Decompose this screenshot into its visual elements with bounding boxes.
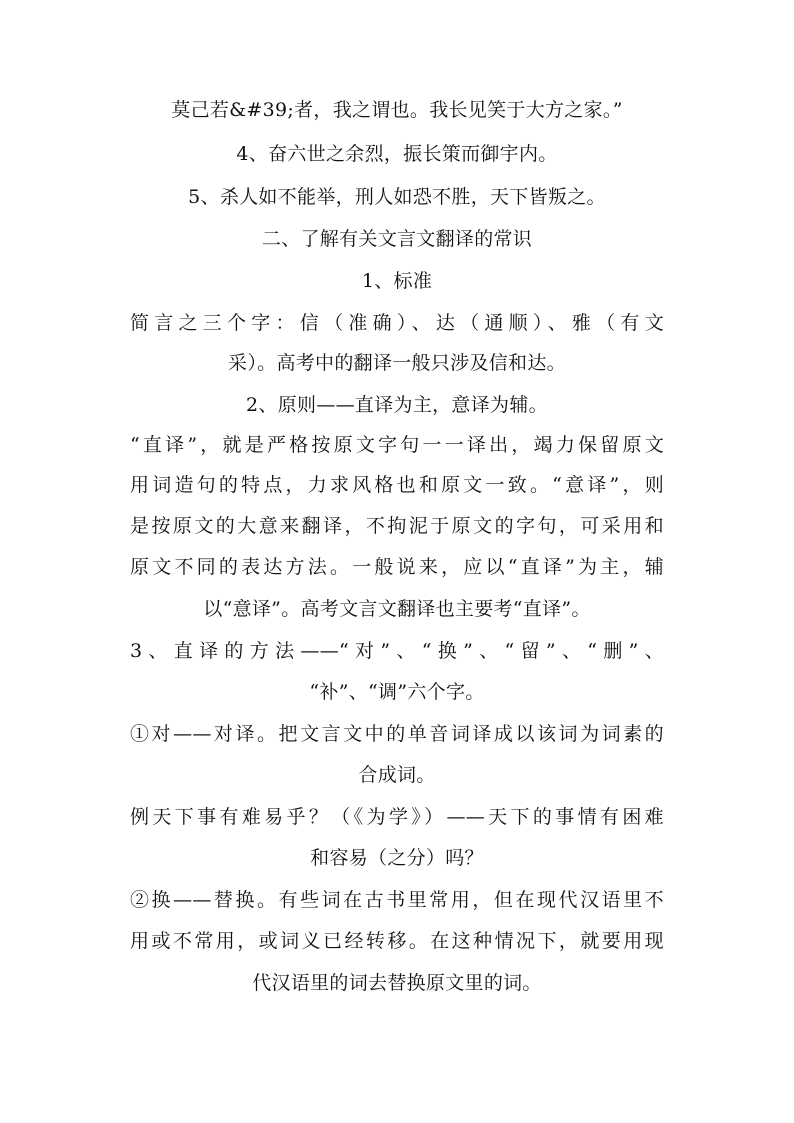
text-line: “直译”，就是严格按原文字句一一译出，竭力保留原文 bbox=[130, 434, 664, 456]
text-line: 莫己若&#39;者，我之谓也。我长见笑于大方之家。” bbox=[171, 99, 623, 121]
section-heading: 二、了解有关文言文翻译的常识 bbox=[261, 228, 533, 250]
text-line: 是按原文的大意来翻译，不拘泥于原文的字句，可采用和 bbox=[130, 515, 664, 537]
text-line: 用词造句的特点，力求风格也和原文一致。“意译”，则 bbox=[130, 474, 664, 496]
subsection-heading: 1、标准 bbox=[361, 270, 433, 292]
text-line: 以“意译”。高考文言文翻译也主要考“直译”。 bbox=[203, 598, 591, 620]
text-line: “补”、“调”六个字。 bbox=[309, 681, 485, 703]
text-line: 代汉语里的词去替换原文里的词。 bbox=[252, 972, 542, 994]
text-line: ①对——对译。把文言文中的单音词译成以该词为词素的 bbox=[130, 723, 664, 745]
text-line: 原文不同的表达方法。一般说来，应以“直译”为主，辅 bbox=[130, 556, 664, 578]
text-line: 5、杀人如不能举，刑人如恐不胜，天下皆叛之。 bbox=[188, 186, 606, 208]
text-line: 用或不常用，或词义已经转移。在这种情况下，就要用现 bbox=[130, 930, 664, 952]
subsection-heading: 2、原则——直译为主，意译为辅。 bbox=[246, 394, 548, 416]
text-line: 简言之三个字：信（准确）、达（通顺）、雅（有文 bbox=[130, 312, 664, 334]
text-line: 采）。高考中的翻译一般只涉及信和达。 bbox=[228, 352, 566, 374]
text-line: 合成词。 bbox=[358, 764, 436, 786]
text-line: ②换——替换。有些词在古书里常用，但在现代汉语里不 bbox=[130, 889, 664, 911]
example-line: 和容易（之分）吗？ bbox=[310, 847, 484, 869]
subsection-heading: 3、直译的方法——“对”、“换”、“留”、“删”、 bbox=[130, 640, 664, 662]
text-line: 4、奋六世之余烈，振长策而御宇内。 bbox=[236, 143, 558, 165]
example-line: 例天下事有难易乎？（《为学》）——天下的事情有困难 bbox=[130, 806, 664, 828]
